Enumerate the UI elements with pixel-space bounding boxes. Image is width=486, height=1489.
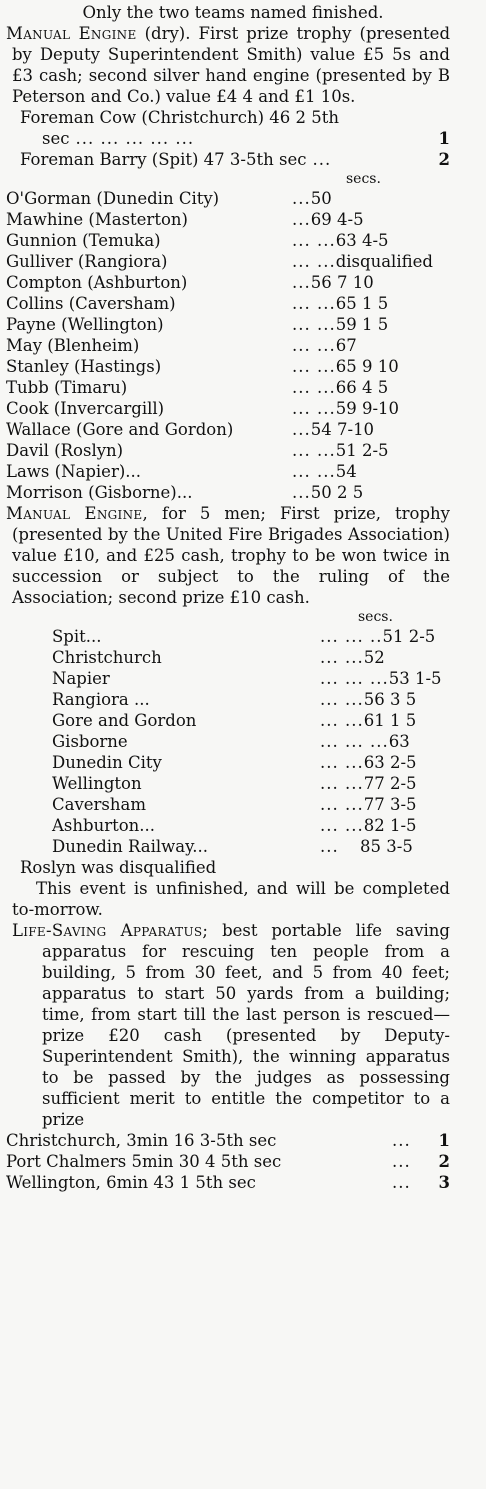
competitor-name: Gulliver (Rangiora) [6, 252, 168, 271]
result-row [6, 710, 450, 731]
result-row [6, 626, 450, 647]
leader-dots: ... ... [292, 441, 336, 460]
result-time: 65 1 5 [335, 294, 389, 313]
result-time: disqualified [335, 252, 433, 271]
team-result: Port Chalmers 5min 30 4 5th sec [6, 1152, 282, 1171]
event1-secs-header: secs. [346, 171, 381, 187]
leader-dots: ... ... [320, 816, 364, 835]
team-name: Christchurch [52, 648, 162, 667]
result-time: 56 3 5 [363, 690, 417, 709]
result-row [6, 461, 450, 482]
result-row [6, 794, 450, 815]
team-name: Spit... [52, 627, 102, 646]
event2-title: Manual Engine, [6, 504, 148, 523]
placing: 3 [438, 1173, 450, 1192]
result-time: 50 2 5 [310, 483, 364, 502]
result-row [6, 668, 450, 689]
leader-dots: ... [292, 273, 311, 292]
leader-dots: ... [292, 420, 311, 439]
result-row [6, 773, 450, 794]
leader-dots: ... [392, 1131, 411, 1150]
team-result: Wellington, 6min 43 1 5th sec [6, 1173, 256, 1192]
leader-dots: ... ... ... [320, 732, 389, 751]
result-time: 77 3-5 [363, 795, 417, 814]
team-name: Gore and Gordon [52, 711, 197, 730]
team-name: Dunedin City [52, 753, 162, 772]
result-time: 51 2-5 [382, 627, 436, 646]
team-name: Gisborne [52, 732, 128, 751]
competitor-name: Morrison (Gisborne)... [6, 483, 193, 502]
event1-title: Manual Engine [6, 24, 137, 43]
winner-2-text: Foreman Barry (Spit) 47 3-5th sec [20, 150, 307, 169]
leader-dots: ... [292, 483, 311, 502]
event3-desc: best portable life saving apparatus for rescuing ten people from a building, 5 from 30 feet, and 5 from 40 feet; apparatus to start 50 yards from a building; time, from start till the last person is rescued—prize £20 cash (presented by Deputy-Superintendent Smith), the winning apparatus to be passed by the judges as possessing sufficient merit to entitle the competitor to a prize [42, 921, 450, 1129]
competitor-name: Laws (Napier)... [6, 462, 142, 481]
winner-1-line1: Foreman Cow (Christchurch) 46 2 5th [20, 108, 340, 127]
team-name: Rangiora ... [52, 690, 150, 709]
leader-dots: ... ... .. [320, 627, 383, 646]
result-row [6, 836, 450, 857]
result-time: 66 4 5 [335, 378, 389, 397]
team-name: Caversham [52, 795, 147, 814]
leader-dots: ... ... [320, 795, 364, 814]
leader-dots: ... [392, 1173, 411, 1192]
leader-dots: ... [320, 837, 339, 856]
result-row [6, 314, 450, 335]
leader-dots: ... ... [320, 774, 364, 793]
leader-dots: ... ... [292, 357, 336, 376]
competitor-name: Payne (Wellington) [6, 315, 164, 334]
team-name: Wellington [52, 774, 142, 793]
event2-note-disqualified: Roslyn was disqualified [20, 858, 217, 877]
result-time: 82 1-5 [363, 816, 417, 835]
result-time: 63 [388, 732, 410, 751]
event2-description [6, 503, 450, 608]
event3-results-list [6, 1130, 450, 1193]
result-row [6, 689, 450, 710]
result-row [6, 356, 450, 377]
winner-1-dots: ... ... ... ... ... [75, 129, 195, 148]
leader-dots: ... ... [320, 753, 364, 772]
leader-dots: ... ... [320, 711, 364, 730]
result-time: 63 2-5 [363, 753, 417, 772]
team-name: Napier [52, 669, 110, 688]
result-row [6, 272, 450, 293]
result-row [6, 251, 450, 272]
winner-2-dots: ... [312, 150, 332, 169]
leader-dots: ... [292, 210, 311, 229]
winner-2-line [6, 149, 450, 170]
result-row [6, 377, 450, 398]
event3-description [6, 920, 450, 1130]
leader-dots: ... ... [292, 336, 336, 355]
event3-title: Life-Saving Apparatus; [12, 921, 209, 940]
placing: 1 [438, 1131, 450, 1150]
result-row [6, 1151, 450, 1172]
result-row [6, 1130, 450, 1151]
leader-dots: ... ... [292, 399, 336, 418]
result-row [6, 752, 450, 773]
competitor-name: O'Gorman (Dunedin City) [6, 189, 220, 208]
result-row [6, 419, 450, 440]
winner-2-rank: 2 [438, 150, 450, 169]
event1-desc: (dry). First prize trophy (presented by Deputy Superintendent Smith) value £5 5s and £3 cash; second silver hand engine (presented by B Peterson and Co.) value £4 4 and £1 10s. [12, 24, 451, 106]
result-time: 85 3-5 [360, 837, 413, 856]
event2-secs-header: secs. [358, 609, 393, 625]
result-row [6, 815, 450, 836]
result-row [6, 398, 450, 419]
competitor-name: Tubb (Timaru) [6, 378, 128, 397]
result-time: 69 4-5 [310, 210, 364, 229]
result-time: 52 [363, 648, 385, 667]
result-row [6, 335, 450, 356]
competitor-name: Cook (Invercargill) [6, 399, 165, 418]
result-row [6, 647, 450, 668]
competitor-name: Mawhine (Masterton) [6, 210, 188, 229]
winner-1-sec: sec [42, 129, 70, 148]
event2-desc: for 5 men; First prize, trophy (presented by the United Fire Brigades Association) value £10, and £25 cash, trophy to be won twice in succession or subject to the ruling of the Association; second prize £10 cash. [12, 504, 450, 607]
leader-dots: ... ... [292, 252, 336, 271]
intro-line: Only the two teams named finished. [82, 3, 384, 22]
result-time: 65 9 10 [335, 357, 399, 376]
result-time: 50 [310, 189, 332, 208]
result-row [6, 482, 450, 503]
team-name: Dunedin Railway... [52, 837, 208, 856]
result-row [6, 209, 450, 230]
result-time: 59 1 5 [335, 315, 389, 334]
winner-1-line2 [6, 128, 450, 149]
leader-dots: ... ... [320, 648, 364, 667]
event2-note-unfinished: This event is unfinished, and will be completed to-morrow. [12, 879, 450, 919]
leader-dots: ... ... [320, 690, 364, 709]
team-result: Christchurch, 3min 16 3-5th sec [6, 1131, 277, 1150]
leader-dots: ... ... ... [320, 669, 389, 688]
competitor-name: Collins (Caversham) [6, 294, 176, 313]
result-time: 59 9-10 [335, 399, 400, 418]
competitor-name: May (Blenheim) [6, 336, 140, 355]
result-row [6, 188, 450, 209]
result-row [6, 1172, 450, 1193]
result-time: 56 7 10 [310, 273, 374, 292]
winner-1-rank: 1 [438, 129, 450, 148]
leader-dots: ... ... [292, 231, 336, 250]
competitor-name: Davil (Roslyn) [6, 441, 124, 460]
leader-dots: ... [392, 1152, 411, 1171]
result-time: 54 [335, 462, 357, 481]
result-time: 63 4-5 [335, 231, 389, 250]
result-time: 67 [335, 336, 357, 355]
result-row [6, 731, 450, 752]
event1-results-list [6, 188, 450, 503]
leader-dots: ... [292, 189, 311, 208]
event1-description [6, 23, 450, 107]
competitor-name: Gunnion (Temuka) [6, 231, 161, 250]
event2-results-list [6, 626, 450, 857]
result-time: 54 7-10 [310, 420, 375, 439]
team-name: Ashburton... [52, 816, 156, 835]
result-row [6, 293, 450, 314]
leader-dots: ... ... [292, 294, 336, 313]
competitor-name: Stanley (Hastings) [6, 357, 162, 376]
competitor-name: Compton (Ashburton) [6, 273, 188, 292]
leader-dots: ... ... [292, 315, 336, 334]
result-time: 61 1 5 [363, 711, 417, 730]
leader-dots: ... ... [292, 378, 336, 397]
result-row [6, 440, 450, 461]
competitor-name: Wallace (Gore and Gordon) [6, 420, 234, 439]
result-time: 51 2-5 [335, 441, 389, 460]
result-row [6, 230, 450, 251]
placing: 2 [438, 1152, 450, 1171]
leader-dots: ... ... [292, 462, 336, 481]
result-time: 77 2-5 [363, 774, 417, 793]
result-time: 53 1-5 [388, 669, 442, 688]
